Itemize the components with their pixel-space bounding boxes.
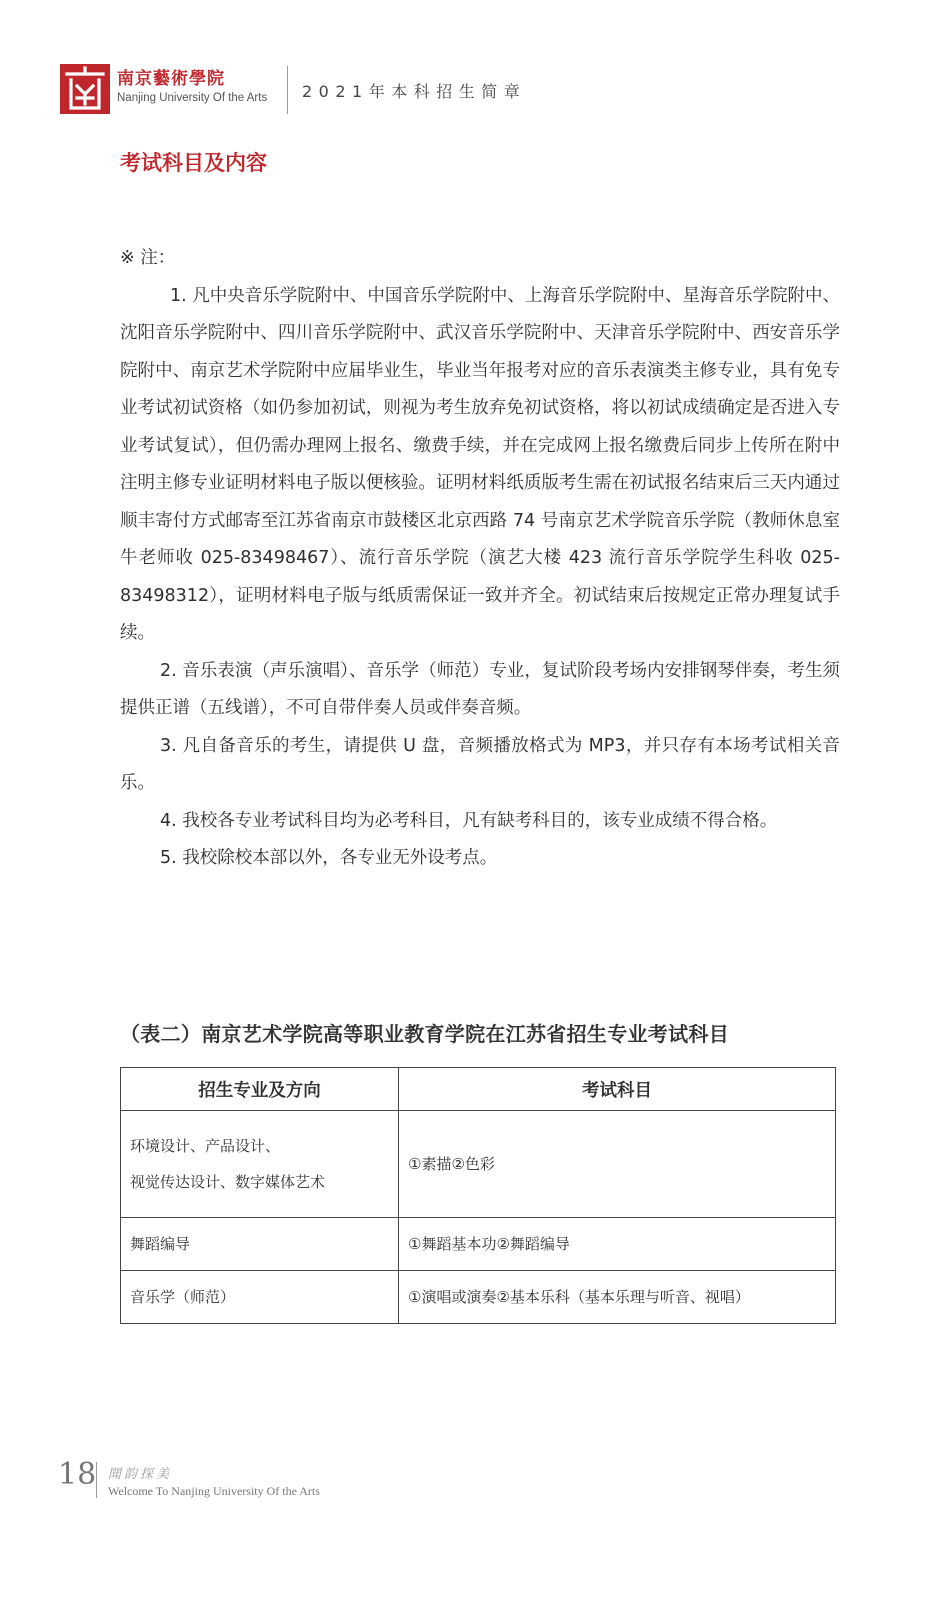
header-title: 2021年本科招生简章 <box>302 82 527 101</box>
footer-slogan: 聞韵探美 <box>108 1467 173 1482</box>
table-row <box>121 1218 836 1271</box>
table-row <box>121 1271 836 1324</box>
footer-divider <box>96 1462 97 1498</box>
major-cell <box>121 1111 399 1218</box>
notes-block <box>120 240 840 878</box>
note-item-3: 3. 凡自备音乐的考生，请提供 U 盘，音频播放格式为 MP3，并只存有本场考试相关音乐。 <box>120 735 840 793</box>
note-item-1: 1. 凡中央音乐学院附中、中国音乐学院附中、上海音乐学院附中、星海音乐学院附中、沈阳音乐学院附中、四川音乐学院附中、武汉音乐学院附中、天津音乐学院附中、西安音乐学院附中、南京艺术学院附中应届毕业生，毕业当年报考对应的音乐表演类主修专业，具有免专业考试初试资格（如仍参加初试，则视为考生放弃免初试资格，将以初试成绩确定是否进入专业考试复试），但仍需办理网上报名、缴费手续，并在完成网上报名缴费后同步上传所在附中注明主修专业证明材料电子版以便核验。证明材料纸质版考生需在初试报名结束后三天内通过顺丰寄付方式邮寄至江苏省南京市鼓楼区北京西路 74 号南京艺术学院音乐学院（教师休息室牛老师收 025-83498467）、流行音乐学院（演艺大楼 423 流行音乐学院学生科收 025-83498312），证明材料电子版与纸质需保证一致并齐全。初试结束后按规定正常办理复试手续。 <box>120 285 840 643</box>
subjects-cell: ①素描②色彩 <box>399 1111 836 1218</box>
section-title: 考试科目及内容 <box>120 151 267 175</box>
table-row <box>121 1111 836 1218</box>
major-line: 环境设计、产品设计、 <box>130 1137 281 1155</box>
major-cell: 音乐学（师范） <box>121 1271 399 1324</box>
note-item-2: 2. 音乐表演（声乐演唱）、音乐学（师范）专业，复试阶段考场内安排钢琴伴奏，考生须提供正谱（五线谱），不可自带伴奏人员或伴奏音频。 <box>120 660 840 718</box>
header-major: 招生专业及方向 <box>121 1068 399 1111</box>
major-cell: 舞蹈编导 <box>121 1218 399 1271</box>
page-number: 18 <box>58 1457 97 1492</box>
school-name-en: Nanjing University Of the Arts <box>117 92 268 104</box>
school-logo-icon <box>60 64 110 114</box>
table-header-row <box>121 1068 836 1111</box>
subjects-cell: ①舞蹈基本功②舞蹈编导 <box>399 1218 836 1271</box>
footer-english-text: Welcome To Nanjing University Of the Arts <box>108 1484 320 1498</box>
major-line: 视觉传达设计、数字媒体艺术 <box>130 1173 326 1191</box>
note-item-5: 5. 我校除校本部以外，各专业无外设考点。 <box>160 848 498 868</box>
header-divider <box>287 66 288 114</box>
exam-subjects-table <box>120 1067 836 1324</box>
subjects-cell: ①演唱或演奏②基本乐科（基本乐理与听音、视唱） <box>399 1271 836 1324</box>
table-title: （表二）南京艺术学院高等职业教育学院在江苏省招生专业考试科目 <box>120 1022 729 1046</box>
notes-heading: ※ 注： <box>120 248 176 268</box>
header-subjects: 考试科目 <box>399 1068 836 1111</box>
school-name-cn: 南京藝術學院 <box>117 69 225 89</box>
note-item-4: 4. 我校各专业考试科目均为必考科目，凡有缺考科目的，该专业成绩不得合格。 <box>160 810 778 831</box>
